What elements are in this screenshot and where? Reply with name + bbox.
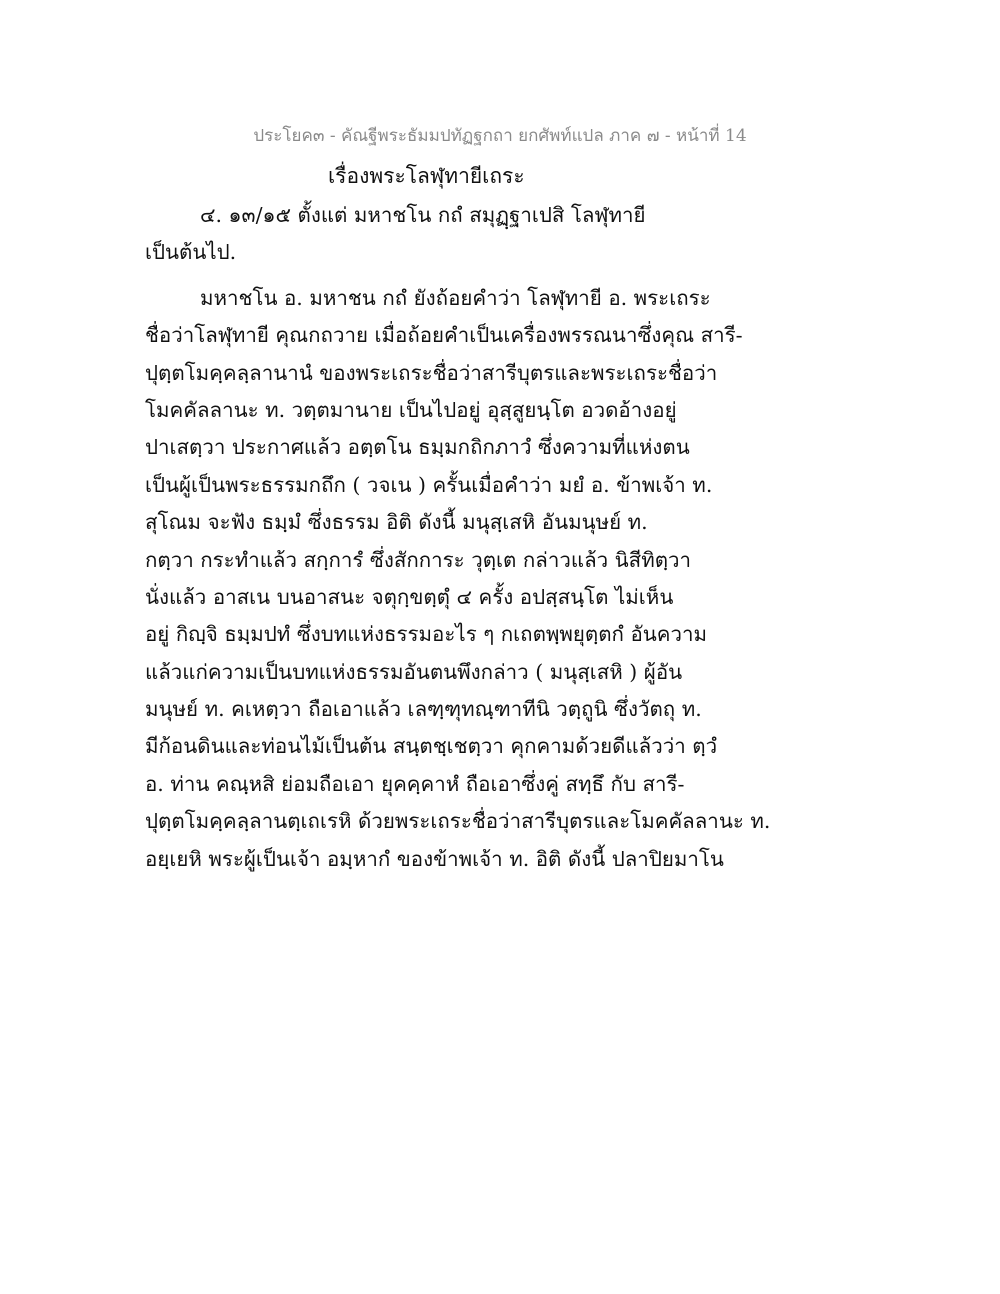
section-intro-line: เป็นต้นไป. <box>145 240 237 265</box>
translation-line: มนุษย์ ท. คเหตฺวา ถือเอาแล้ว เลฑฺฑุทณฺฑาทีนิ วตฺถูนิ ซึ่งวัตถุ ท. <box>145 697 702 722</box>
translation-line: ปาเสตฺวา ประกาศแล้ว อตฺตโน ธมฺมกถิกภาวํ ซึ่งความที่แห่งตน <box>145 435 690 460</box>
translation-line: ปุตฺตโมคฺคลฺลานานํ ของพระเถระชื่อว่าสารีบุตรและพระเถระชื่อว่า <box>145 360 718 385</box>
translation-line: กตฺวา กระทำแล้ว สกฺการํ ซึ่งสักการะ วุตฺเต กล่าวแล้ว นิสีทิตฺวา <box>145 547 692 572</box>
section-intro-line: ๔. ๑๓/๑๕ ตั้งแต่ มหาชโน กถํ สมุฏฺฐาเปสิ โลฬุทายี <box>200 203 646 227</box>
translation-line: มีก้อนดินและท่อนไม้เป็นต้น สนฺตชฺเชตฺวา คุกคามด้วยดีแล้วว่า ตฺวํ <box>145 734 718 759</box>
translation-line: อยฺเยหิ พระผู้เป็นเจ้า อมฺหากํ ของข้าพเจ้า ท. อิติ ดังนี้ ปลาปิยมาโน <box>145 846 724 871</box>
translation-line: โมคคัลลานะ ท. วตฺตมานาย เป็นไปอยู่ อุสฺสูยนฺโต อวดอ้างอยู่ <box>145 397 677 422</box>
translation-line: มหาชโน อ. มหาชน กถํ ยังถ้อยคำว่า โลฬุทายี อ. พระเถระ <box>200 285 711 310</box>
running-head: ประโยค๓ - คัณฐีพระธัมมปทัฏฐกถา ยกศัพท์แปล ภาค ๗ - หน้าที่ 14 <box>253 126 747 146</box>
body-text <box>145 197 771 878</box>
translation-line: สุโณม จะฟัง ธมฺมํ ซึ่งธรรม อิติ ดังนี้ มนุสฺเสหิ อันมนุษย์ ท. <box>145 510 648 535</box>
translation-line: นั่งแล้ว อาสเน บนอาสนะ จตุกฺขตฺตุํ ๔ ครั้ง อปสฺสนฺโต ไม่เห็น <box>145 584 674 609</box>
paragraph-gap <box>145 272 735 280</box>
translation-line: ปุตฺตโมคฺคลฺลานตฺเถเรหิ ด้วยพระเถระชื่อว่าสารีบุตรและโมคคัลลานะ ท. <box>145 809 771 834</box>
translation-line: แล้วแก่ความเป็นบทแห่งธรรมอันตนพึงกล่าว ( มนุสฺเสหิ ) ผู้อัน <box>145 659 683 684</box>
translation-line: ชื่อว่าโลฬุทายี คุณกถวาย เมื่อถ้อยคำเป็นเครื่องพรรณนาซึ่งคุณ สารี- <box>145 323 743 348</box>
translation-line: อยู่ กิญฺจิ ธมฺมปทํ ซึ่งบทแห่งธรรมอะไร ๆ กเถตพฺพยุตฺตกํ อันความ <box>145 622 708 647</box>
translation-line: อ. ท่าน คณฺหสิ ย่อมถือเอา ยุคคฺคาหํ ถือเอาซึ่งคู่ สทฺธึ กับ สารี- <box>145 771 685 796</box>
story-title: เรื่องพระโลฬุทายีเถระ <box>328 164 525 188</box>
translation-line: เป็นผู้เป็นพระธรรมกถึก ( วจเน ) ครั้นเมื่อคำว่า มยํ อ. ข้าพเจ้า ท. <box>145 472 713 497</box>
